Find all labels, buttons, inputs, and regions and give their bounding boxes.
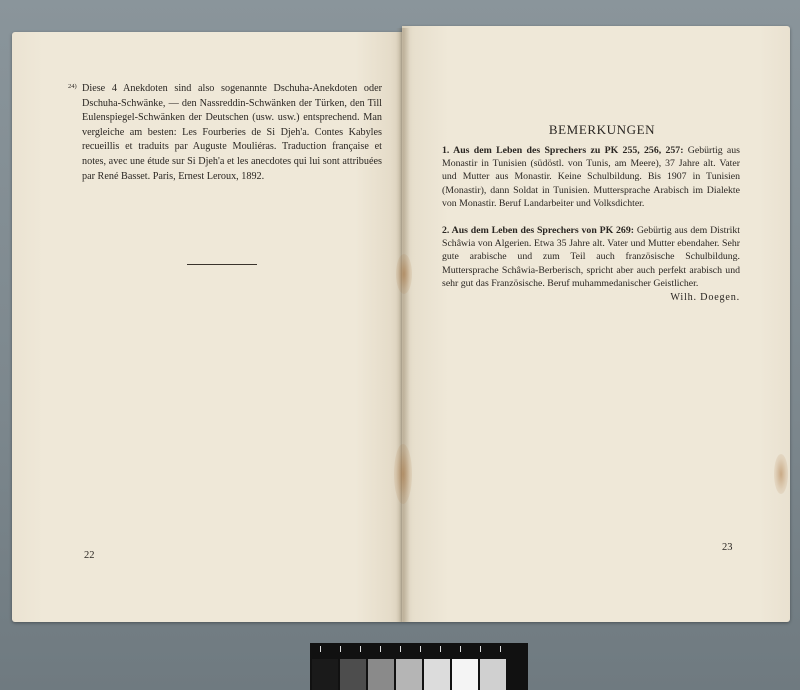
gray-patch <box>340 659 366 690</box>
foxing-stain <box>394 444 412 504</box>
gray-patch <box>452 659 478 690</box>
footnote-marker: 24) <box>68 83 77 90</box>
remark-text-1: Gebürtig aus Monastir in Tunisien (südöstl. von Tunis, am Meere), 37 Jahre alt. Vater und Mutter aus Monastir. Keine Schulbildung. Bis 1907 in Tunisien (Monastir), dann Soldat in Tunisien. Muttersprache Arabisch im Dialekte von Monastir. Beruf Landarbeiter und Volksdichter. <box>442 145 740 209</box>
remark-paragraph-1 <box>442 144 740 210</box>
gray-patch <box>368 659 394 690</box>
footnote-text: Diese 4 Anekdoten sind also sogenannte Dschuha-Anekdoten oder Dschuha-Schwänke, — den Nassreddin-Schwänken der Türken, den Till Eulenspiegel-Schwänken der Deutschen (usw. usw.) entsprechend. Man vergleiche am besten: Les Fourberies de Si Djeh'a. Contes Kabyles recueillis et traduits par Auguste Mouliéras. Traduction française et notes, avec une étude sur Si Djeh'a et les anecdotes qui lui sont attribuées par René Basset. Paris, Ernest Leroux, 1892. <box>82 83 382 182</box>
signature: Wilh. Doegen. <box>670 292 740 303</box>
color-calibration-target <box>310 643 528 690</box>
page-number-left: 22 <box>84 550 95 561</box>
gray-patch <box>424 659 450 690</box>
gray-patch <box>312 659 338 690</box>
right-page <box>402 26 790 622</box>
page-number-right: 23 <box>722 542 733 553</box>
remark-lead-2: 2. Aus dem Leben des Sprechers von PK 269: <box>442 225 634 236</box>
open-book <box>12 24 792 624</box>
gray-patch <box>480 659 506 690</box>
separator-rule <box>187 264 257 265</box>
foxing-stain <box>774 454 788 494</box>
left-page <box>12 32 402 622</box>
remark-paragraph-2 <box>442 224 740 290</box>
remark-lead-1: 1. Aus dem Leben des Sprechers zu PK 255, 256, 257: <box>442 145 684 156</box>
page-title: BEMERKUNGEN <box>548 122 656 137</box>
foxing-stain <box>396 254 412 294</box>
gray-patch <box>396 659 422 690</box>
footnote <box>68 82 382 184</box>
remark-text-2: Gebürtig aus dem Distrikt Schâwia von Algerien. Etwa 35 Jahre alt. Vater und Mutter ebendaher. Sehr gute arabische und zum Teil auch französische Schulbildung. Muttersprache Schâwia-Berberisch, spricht aber auch perfekt arabisch und sehr gut das Französische. Beruf muhammedanischer Geistlicher. <box>442 225 740 289</box>
